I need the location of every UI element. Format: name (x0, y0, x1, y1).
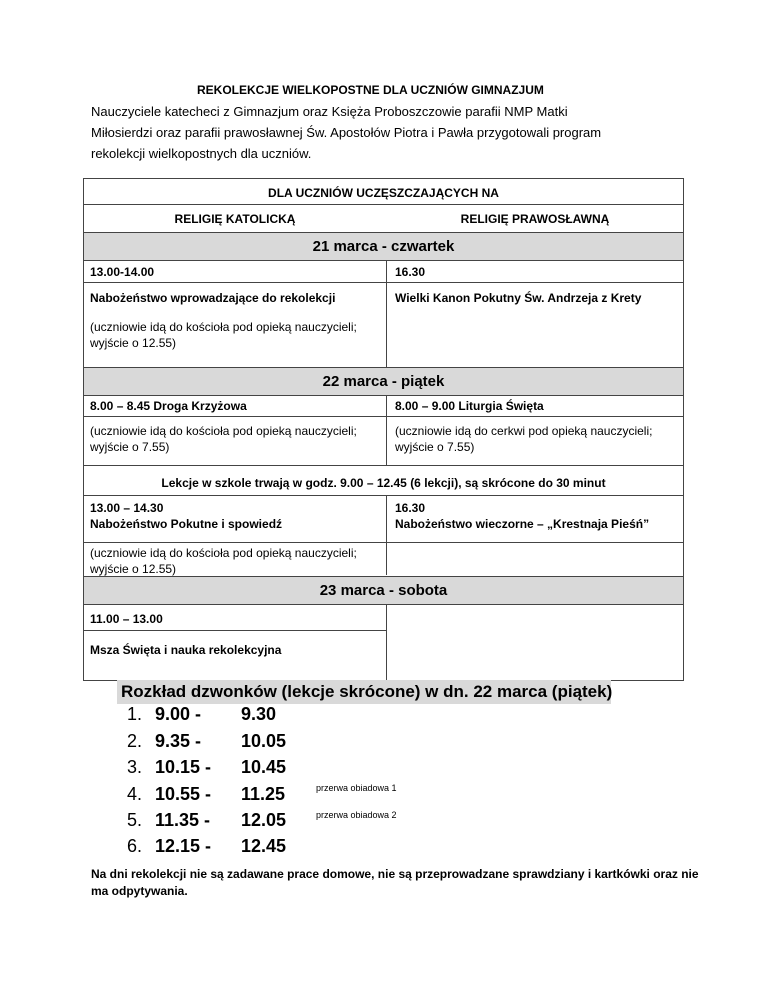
day1-orthodox-time: 16.30 (395, 265, 426, 279)
day2-catholic-event-2: Nabożeństwo Pokutne i spowiedź (90, 517, 283, 531)
bell-end: 9.30 (241, 704, 277, 724)
bell-end: 12.45 (241, 836, 287, 856)
column-catholic: RELIGIĘ KATOLICKĄ (174, 212, 296, 226)
bell-number: 1. (127, 704, 143, 724)
day2-orthodox-event-2: Nabożeństwo wieczorne – „Krestnaja Pieśń” (395, 517, 650, 531)
day-21-march: 21 marca - czwartek (84, 233, 683, 260)
bell-end: 11.25 (241, 784, 286, 804)
bell-number: 2. (127, 731, 143, 751)
bell-start: 12.15 - (155, 836, 212, 856)
bell-start: 9.35 - (155, 731, 202, 751)
day1-catholic-time: 13.00-14.00 (90, 265, 155, 279)
day-23-march: 23 marca - sobota (84, 577, 683, 604)
day1-catholic-note: (uczniowie idą do kościoła pod opieką nauczycieli; wyjście o 12.55) (90, 320, 357, 350)
bell-start: 10.15 - (155, 757, 212, 777)
column-orthodox: RELIGIĘ PRAWOSŁAWNĄ (460, 212, 610, 226)
intro-line: Miłosierdzi oraz parafii prawosławnej Św. Apostołów Piotra i Pawła przygotowali program (91, 125, 602, 140)
day3-catholic-event: Msza Święta i nauka rekolekcyjna (90, 643, 282, 657)
intro-line: Nauczyciele katecheci z Gimnazjum oraz Księża Proboszczowie parafii NMP Matki (91, 104, 568, 119)
bell-number: 6. (127, 836, 143, 856)
day2-orthodox-event: 8.00 – 9.00 Liturgia Święta (395, 399, 544, 413)
day3-catholic-time: 11.00 – 13.00 (90, 612, 163, 626)
day1-orthodox-event: Wielki Kanon Pokutny Św. Andrzeja z Krety (395, 291, 642, 305)
day2-orthodox-note: (uczniowie idą do cerkwi pod opieką nauczycieli; wyjście o 7.55) (395, 424, 653, 454)
bell-number: 4. (127, 784, 143, 804)
bell-schedule-title: Rozkład dzwonków (lekcje skrócone) w dn. 22 marca (piątek) (117, 680, 611, 704)
day2-orthodox-time-2: 16.30 (395, 501, 426, 515)
day1-catholic-event: Nabożeństwo wprowadzające do rekolekcji (90, 291, 336, 305)
bell-end: 10.45 (241, 757, 287, 777)
lunch-break-note-2: przerwa obiadowa 2 (316, 810, 397, 820)
day2-catholic-event: 8.00 – 8.45 Droga Krzyżowa (90, 399, 247, 413)
day-22-march: 22 marca - piątek (84, 368, 683, 395)
lessons-note: Lekcje w szkole trwają w godz. 9.00 – 12.45 (6 lekcji), są skrócone do 30 minut (161, 476, 606, 490)
day2-catholic-note-2: (uczniowie idą do kościoła pod opieką nauczycieli; wyjście o 12.55) (90, 546, 357, 576)
schedule-table (83, 178, 684, 681)
bell-start: 10.55 - (155, 784, 212, 804)
lunch-break-note-1: przerwa obiadowa 1 (316, 783, 397, 793)
bell-end: 10.05 (241, 731, 287, 751)
intro-line: rekolekcji wielkopostnych dla uczniów. (91, 146, 312, 161)
day2-catholic-time-2: 13.00 – 14.30 (90, 501, 164, 515)
bell-start: 9.00 - (155, 704, 202, 724)
footer-note: Na dni rekolekcji nie są zadawane prace domowe, nie są przeprowadzane sprawdziany i kartkówki oraz nie ma odpytywania. (91, 867, 699, 898)
bell-end: 12.05 (241, 810, 287, 830)
bell-number: 5. (127, 810, 143, 830)
table-header: DLA UCZNIÓW UCZĘSZCZAJĄCYCH NA (268, 186, 499, 200)
bell-number: 3. (127, 757, 143, 777)
page-title: REKOLEKCJE WIELKOPOSTNE DLA UCZNIÓW GIMNAZJUM (197, 83, 544, 97)
bell-start: 11.35 - (155, 810, 211, 830)
intro-paragraph (91, 101, 671, 164)
day2-catholic-note: (uczniowie idą do kościoła pod opieką nauczycieli; wyjście o 7.55) (90, 424, 357, 454)
